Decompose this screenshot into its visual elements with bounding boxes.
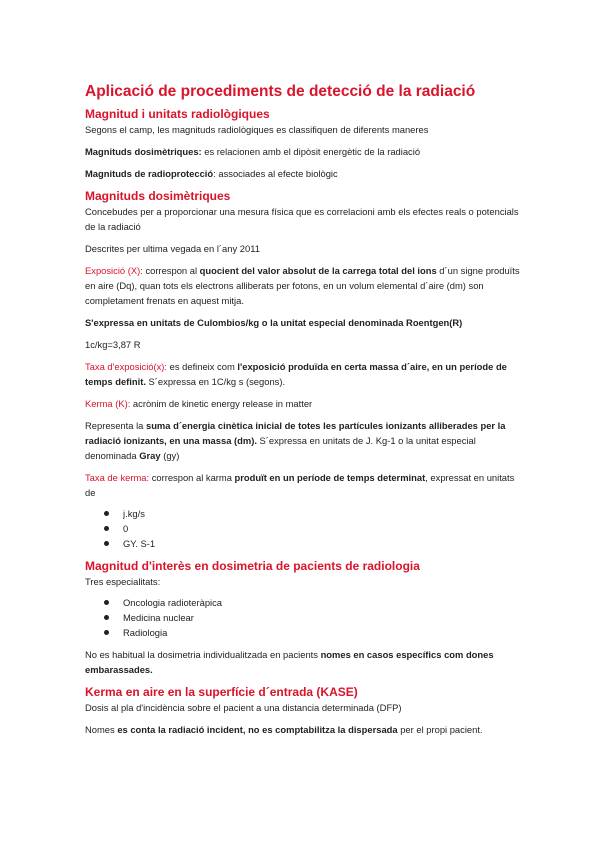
bold-run: produït en un període de temps determinat (234, 472, 426, 483)
paragraph (85, 647, 525, 677)
paragraph: Segons el camp, les magnituds radiològiques es classifiquen de diferents maneres (85, 124, 429, 135)
term-label: Exposició (X): (85, 265, 143, 276)
list-item-text: Medicina nuclear (123, 612, 194, 623)
bold-run: quocient del valor absolut de la carrega total del ions (199, 265, 437, 276)
text-run: d´un signe produïts en aire (Dq), quan tots els electrons alliberats per fotons, en un volum elemental d´aire (dm) son completament frenats en aquest mitja. (85, 265, 520, 306)
list-item-text: 0 (123, 523, 129, 534)
text-run: es relacionen amb el dipòsit energètic de la radiació (201, 146, 421, 157)
bullet-icon (104, 630, 109, 635)
bold-run: es conta la radiació incident, no es comptabilitza la dispersada (117, 724, 398, 735)
paragraph (85, 263, 525, 308)
text-run: correspon al (142, 265, 200, 276)
list-item (85, 536, 525, 551)
section-heading-magnitud-unitats: Magnitud i unitats radiològiques (85, 107, 270, 121)
term-label: Magnituds de radioprotecció (85, 168, 214, 179)
bullet-list (85, 506, 525, 551)
bullet-icon (104, 526, 109, 531)
term-label: Magnituds dosimètriques: (85, 146, 202, 157)
paragraph (85, 470, 525, 500)
paragraph (85, 144, 525, 159)
term-label: Kerma (K): (85, 398, 131, 409)
bullet-icon (104, 511, 109, 516)
bullet-list (85, 595, 525, 640)
paragraph (85, 315, 525, 330)
paragraph: Tres especialitats: (85, 576, 161, 587)
term-label: Taxa de kerma: (85, 472, 150, 483)
paragraph: Concebudes per a proporcionar una mesura física que es correlacioni amb els efectes reals o potencials de la radiació (85, 206, 519, 232)
section-heading-kase: Kerma en aire en la superfície d´entrada (KASE) (85, 685, 358, 699)
bold-run: l'exposició produïda en certa massa d´aire, en un període de temps definit. (85, 361, 507, 387)
text-run: es defineix com (167, 361, 238, 372)
list-item (85, 595, 525, 610)
section-heading-magnitud-interes: Magnitud d'interès en dosimetria de pacients de radiologia (85, 559, 420, 573)
list-item-text: Radiologia (123, 627, 168, 638)
list-item (85, 610, 525, 625)
list-item-text: GY. S-1 (123, 538, 156, 549)
list-item-text: Oncologia radioteràpica (123, 597, 223, 608)
text-run: No es habitual la dosimetria individualitzada en pacients (85, 649, 321, 660)
text-run: : associades al efecte biològic (213, 168, 338, 179)
text-run: Nomes (85, 724, 118, 735)
text-run: Representa la (85, 420, 146, 431)
section-heading-magnituds-dosimetriques: Magnituds dosimètriques (85, 189, 231, 203)
paragraph: 1c/kg=3,87 R (85, 339, 141, 350)
text-run: correspon al karma (149, 472, 235, 483)
text-run: acrònim de kinetic energy release in matter (130, 398, 313, 409)
text-run: , expressat en unitats de (85, 472, 515, 498)
list-item (85, 521, 525, 536)
text-run: S´expressa en 1C/kg s (segons). (145, 376, 286, 387)
text-run: per el propi pacient. (397, 724, 483, 735)
bullet-icon (104, 541, 109, 546)
bold-run: S'expressa en unitats de Culombios/kg o la unitat especial denominada Roentgen(R) (85, 317, 463, 328)
paragraph: Descrites per ultima vegada en l´any 2011 (85, 243, 260, 254)
document-title: Aplicació de procediments de detecció de la radiació (85, 83, 476, 100)
paragraph (85, 359, 525, 389)
text-run: (gy) (160, 450, 180, 461)
document-page (85, 82, 525, 737)
bold-run: suma d´energia cinètica inicial de totes les partícules ionizants alliberades per la radiació ionizants, en una massa (dm). (85, 420, 506, 446)
text-run: S´expressa en unitats de J. Kg-1 o la unitat especial denominada (85, 435, 476, 461)
bullet-icon (104, 600, 109, 605)
paragraph (85, 166, 525, 181)
list-item-text: j.kg/s (123, 508, 145, 519)
bold-run: nomes en casos específics com dones embarassades. (85, 649, 494, 675)
list-item (85, 506, 525, 521)
paragraph (85, 418, 525, 463)
paragraph (85, 722, 525, 737)
paragraph: Dosis al pla d'incidència sobre el pacient a una distancia determinada (DFP) (85, 702, 402, 713)
list-item (85, 625, 525, 640)
bullet-icon (104, 615, 109, 620)
paragraph (85, 396, 525, 411)
term-label: Taxa d'exposició(x): (85, 361, 168, 372)
bold-run: Gray (139, 450, 161, 461)
